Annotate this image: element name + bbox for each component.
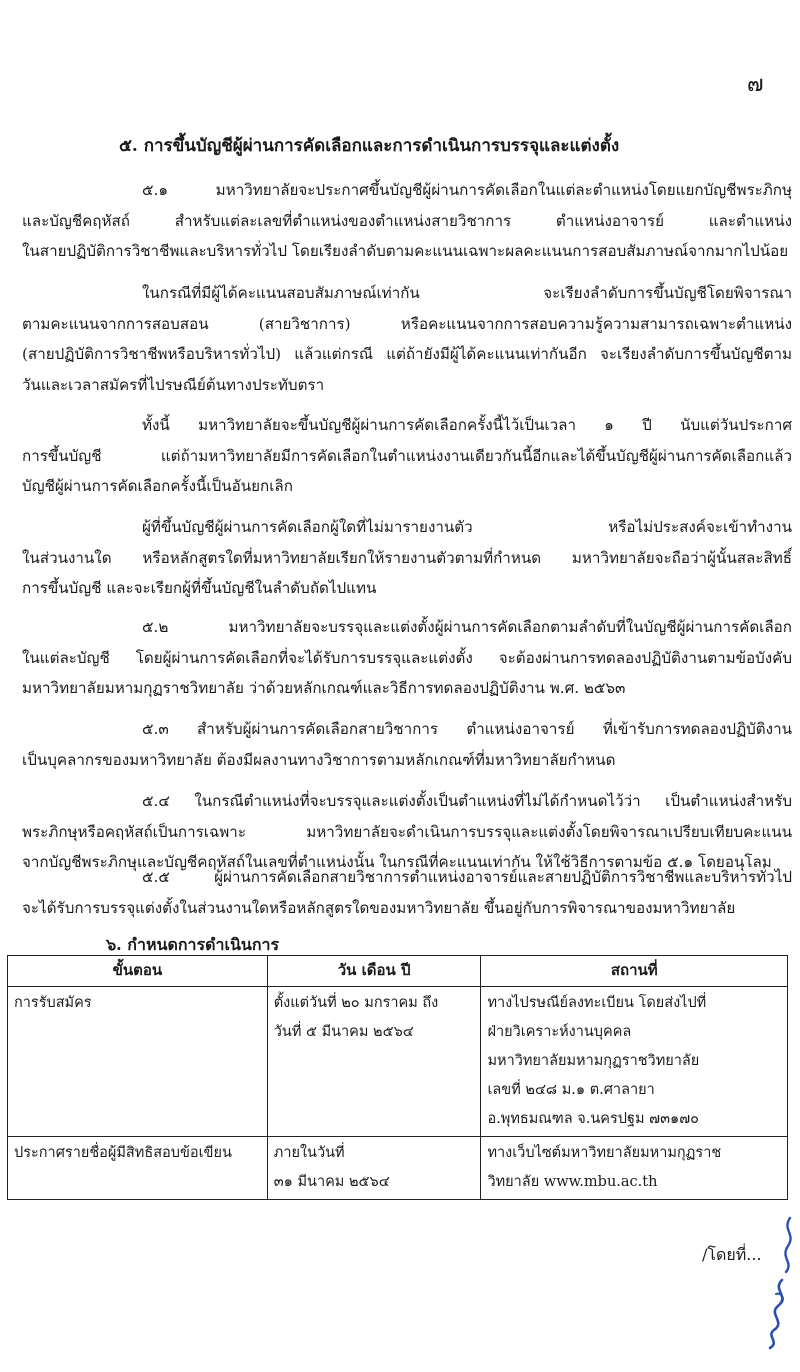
- text-line: ตามคะแนนจากการสอบสอน (สายวิชาการ) หรือคะแนนจากการสอบความรู้ความสามารถเฉพาะตำแหน่ง: [22, 314, 792, 333]
- cell-text: อ.พุทธมณฑล จ.นครปฐม ๗๓๑๗๐: [487, 1111, 699, 1127]
- paragraph-validity: [22, 410, 792, 502]
- paragraph-5-5: [22, 862, 792, 923]
- text-line: การขึ้นบัญชี และจะเรียกผู้ที่ขึ้นบัญชีในลำดับถัดไปแทน: [22, 579, 377, 597]
- text-line: มหาวิทยาลัยมหามกุฏราชวิทยาลัย ว่าด้วยหลักเกณฑ์และวิธีการทดลองปฏิบัติงาน พ.ศ. ๒๕๖๓: [22, 679, 626, 697]
- schedule-table: [7, 955, 788, 1200]
- cell-text: วิทยาลัย www.mbu.ac.th: [487, 1174, 658, 1190]
- text-line: (สายปฏิบัติการวิชาชีพหรือบริหารทั่วไป) แล้วแต่กรณี แต่ถ้ายังมีผู้ได้คะแนนเท่ากันอีก จะเรียงลำดับการขึ้นบัญชีตาม: [22, 345, 792, 363]
- cell-text: การรับสมัคร: [14, 995, 92, 1011]
- page-number: ๗: [747, 72, 764, 97]
- cell-text: ประกาศรายชื่อผู้มีสิทธิสอบข้อเขียน: [14, 1145, 232, 1161]
- text-line: จากบัญชีพระภิกษุและบัญชีคฤหัสถ์ในเลขที่ตำแหน่งนั้น ในกรณีที่คะแนนเท่ากัน ให้ใช้วิธีการตามข้อ ๕.๑ โดยอนุโลม: [22, 853, 772, 871]
- continued-marker: /โดยที่...: [702, 1245, 762, 1264]
- text-line: ๕.๔ ในกรณีตำแหน่งที่จะบรรจุและแต่งตั้งเป็นตำแหน่งที่ไม่ได้กำหนดไว้ว่า เป็นตำแหน่งสำหรับ: [142, 792, 792, 810]
- cell-text: ๓๑ มีนาคม ๒๕๖๔: [273, 1174, 390, 1190]
- cell-place: [481, 987, 788, 1137]
- text-line: ผู้ที่ขึ้นบัญชีผู้ผ่านการคัดเลือกผู้ใดที่ไม่มารายงานตัว หรือไม่ประสงค์จะเข้าทำงาน: [142, 518, 792, 536]
- text-line: และบัญชีคฤหัสถ์ สำหรับแต่ละเลขที่ตำแหน่งของตำแหน่งสายวิชาการ ตำแหน่งอาจารย์ และตำแหน่ง: [22, 211, 792, 230]
- text-line: การขึ้นบัญชี แต่ถ้ามหาวิทยาลัยมีการคัดเลือกในตำแหน่งงานเดียวกันนี้อีกและได้ขึ้นบัญชีผู้ผ่านการคัดเลือกแล้ว: [22, 446, 792, 465]
- text-line: ๕.๑ มหาวิทยาลัยจะประกาศขึ้นบัญชีผู้ผ่านการคัดเลือกในแต่ละตำแหน่งโดยแยกบัญชีพระภิกษุ: [142, 181, 792, 199]
- table-row: [8, 1137, 788, 1200]
- text-line: วันและเวลาสมัครที่ไปรษณีย์ต้นทางประทับตรา: [22, 375, 325, 394]
- section-5-heading: ๕. การขึ้นบัญชีผู้ผ่านการคัดเลือกและการดำเนินการบรรจุและแต่งตั้ง: [119, 136, 620, 156]
- text-line: ๕.๒ มหาวิทยาลัยจะบรรจุและแต่งตั้งผู้ผ่านการคัดเลือกตามลำดับที่ในบัญชีผู้ผ่านการคัดเลือก: [142, 618, 792, 636]
- text-line: บัญชีผู้ผ่านการคัดเลือกครั้งนี้เป็นอันยกเลิก: [22, 477, 293, 495]
- text-line: ในแต่ละบัญชี โดยผู้ผ่านการคัดเลือกที่จะได้รับการบรรจุและแต่งตั้ง จะต้องผ่านการทดลองปฏิบัติงานตามข้อบังคับ: [22, 648, 792, 667]
- cell-text: ภายในวันที่: [273, 1145, 345, 1161]
- cell-text: ฝ่ายวิเคราะห์งานบุคคล: [487, 1024, 632, 1040]
- section-6-heading: ๖. กำหนดการดำเนินการ: [106, 935, 280, 954]
- text-line: พระภิกษุหรือคฤหัสถ์เป็นการเฉพาะ มหาวิทยาลัยจะดำเนินการบรรจุและแต่งตั้งโดยพิจารณาเปรียบเทียบคะแนน: [22, 822, 792, 841]
- table-header-row: [8, 956, 788, 987]
- cell-step: [8, 987, 268, 1137]
- table-row: [8, 987, 788, 1137]
- cell-text: เลขที่ ๒๔๘ ม.๑ ต.ศาลายา: [487, 1082, 655, 1098]
- cell-text: ทางเว็บไซต์มหาวิทยาลัยมหามกุฏราช: [487, 1145, 722, 1161]
- text-line: ในกรณีที่มีผู้ได้คะแนนสอบสัมภาษณ์เท่ากัน จะเรียงลำดับการขึ้นบัญชีโดยพิจารณา: [142, 284, 792, 302]
- column-header-place: สถานที่: [481, 956, 788, 987]
- paragraph-forfeit: [22, 512, 792, 604]
- cell-date: [267, 1137, 481, 1200]
- cell-date: [267, 987, 481, 1137]
- cell-text: มหาวิทยาลัยมหามกุฏราชวิทยาลัย: [487, 1053, 700, 1069]
- text-line: เป็นบุคลากรของมหาวิทยาลัย ต้องมีผลงานทางวิชาการตามหลักเกณฑ์ที่มหาวิทยาลัยกำหนด: [22, 750, 616, 769]
- paragraph-5-1: [22, 175, 792, 267]
- paragraph-5-2: [22, 612, 792, 704]
- text-line: ๕.๕ ผู้ผ่านการคัดเลือกสายวิชาการตำแหน่งอาจารย์และสายปฏิบัติการวิชาชีพและบริหารทั่วไป: [142, 868, 792, 886]
- cell-place: [481, 1137, 788, 1200]
- cell-text: วันที่ ๕ มีนาคม ๒๕๖๔: [273, 1024, 414, 1040]
- text-line: ในสายปฏิบัติการวิชาชีพและบริหารทั่วไป โดยเรียงลำดับตามคะแนนเฉพาะผลคะแนนการสอบสัมภาษณ์จากมากไปน้อย: [22, 242, 789, 260]
- paragraph-5-3: [22, 714, 792, 775]
- cell-text: ทางไปรษณีย์ลงทะเบียน โดยส่งไปที่: [487, 995, 707, 1011]
- text-line: ๕.๓ สำหรับผู้ผ่านการคัดเลือกสายวิชาการ ตำแหน่งอาจารย์ ที่เข้ารับการทดลองปฏิบัติงาน: [142, 720, 792, 738]
- cell-step: [8, 1137, 268, 1200]
- cell-text: ตั้งแต่วันที่ ๒๐ มกราคม ถึง: [273, 995, 439, 1011]
- column-header-date: วัน เดือน ปี: [267, 956, 481, 987]
- signature-mark: [752, 1210, 800, 1350]
- text-line: จะได้รับการบรรจุแต่งตั้งในส่วนงานใดหรือหลักสูตรใดของมหาวิทยาลัย ขึ้นอยู่กับการพิจารณาของมหาวิทยาลัย: [22, 898, 736, 917]
- paragraph-tie-break: [22, 278, 792, 400]
- text-line: ในส่วนงานใด หรือหลักสูตรใดที่มหาวิทยาลัยเรียกให้รายงานตัวตามที่กำหนด มหาวิทยาลัยจะถือว่าผู้นั้นสละสิทธิ์: [22, 548, 792, 567]
- column-header-step: ขั้นตอน: [8, 956, 268, 987]
- text-line: ทั้งนี้ มหาวิทยาลัยจะขึ้นบัญชีผู้ผ่านการคัดเลือกครั้งนี้ไว้เป็นเวลา ๑ ปี นับแต่วันประกาศ: [142, 416, 792, 434]
